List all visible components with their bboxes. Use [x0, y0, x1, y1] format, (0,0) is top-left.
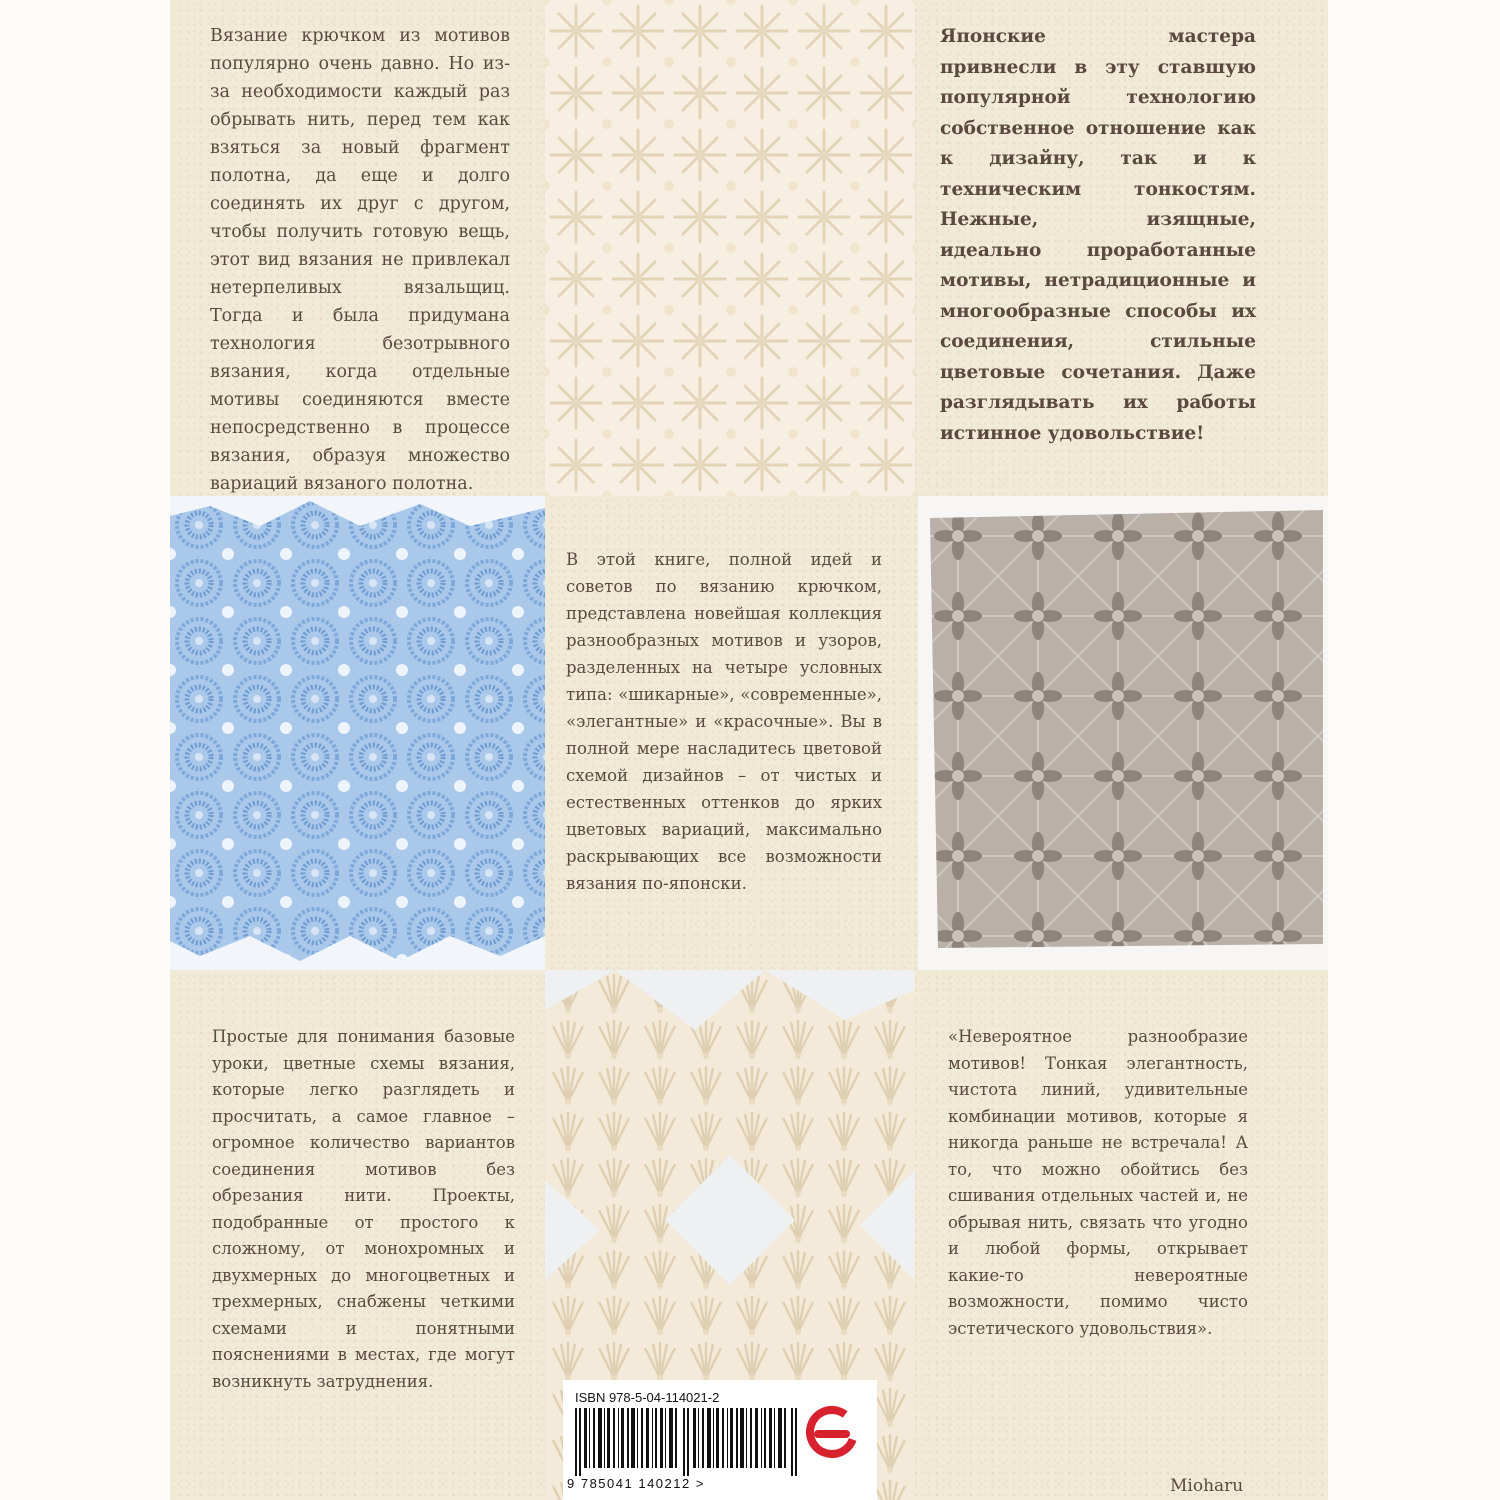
- intro-paragraph: Вязание крючком из мотивов популярно очень давно. Но из-за необходимости каждый раз обрывать нить, перед тем как взяться за новый фрагмент полотна, да еще и долго соединять их друг с другом, чтобы получить готовую вещь, этот вид вязания не привлекал нетерпеливых вязальщиц. Тогда и была придумана технология безотрывного вязания, когда отдельные мотивы соединяются вместе непосредственно в процессе вязания, образуя множество вариаций вязаного полотна.: [210, 26, 510, 494]
- cream-lace-photo-top: [545, 0, 915, 496]
- book-description-paragraph: В этой книге, полной идей и советов по вязанию крючком, представлена новейшая коллекция разнообразных мотивов и узоров, разделенных на четыре условных типа: «шикарные», «современные», «элегантные» и «красочные». Вы в полной мере насладитесь цветовой схемой дизайнов – от чистых и естественных оттенков до ярких цветовых вариаций, максимально раскрывающих все возможности вязания по-японски.: [566, 550, 882, 893]
- lessons-paragraph: Простые для понимания базовые уроки, цветные схемы вязания, которые легко разглядеть и просчитать, а самое главное – огромное количество вариантов соединения мотивов без обрезания нити. Проекты, подобранные от простого к сложному, от монохромных и двухмерных до многоцветных и трехмерных, снабжены четкими схемами и понятными пояснениями в местах, где могут возникнуть затруднения.: [212, 1027, 515, 1391]
- eksmo-logo-icon: [800, 1400, 864, 1464]
- reader-quote: «Невероятное разнообразие мотивов! Тонкая элегантность, чистота линий, удивительные комбинации мотивов, которые я никогда раньше не встречала! А то, что можно обойтись без сшивания отдельных частей и, не обрывая нить, связать что угодно и любой формы, открывает какие-то невероятные возможности, помимо чисто эстетического удовольствия».: [948, 1027, 1248, 1338]
- grey-lace-photo: [918, 496, 1328, 970]
- quote-author: Mioharu: [1170, 1476, 1244, 1496]
- blue-lace-photo: [170, 496, 545, 970]
- barcode-icon: [573, 1408, 803, 1476]
- barcode-digits: 9 785041 140212 >: [567, 1476, 705, 1491]
- japanese-masters-paragraph: Японские мастера привнесли в эту ставшую популярной технологию собственное отношение как к дизайну, так и к техническим тонкостям. Нежные, изящные, идеально проработанные мотивы, нетрадиционные и многообразные способы их соединения, стильные цветовые сочетания. Даже разглядывать их работы истинное удовольствие!: [940, 26, 1256, 444]
- isbn-label: ISBN 978-5-04-114021-2: [575, 1390, 720, 1405]
